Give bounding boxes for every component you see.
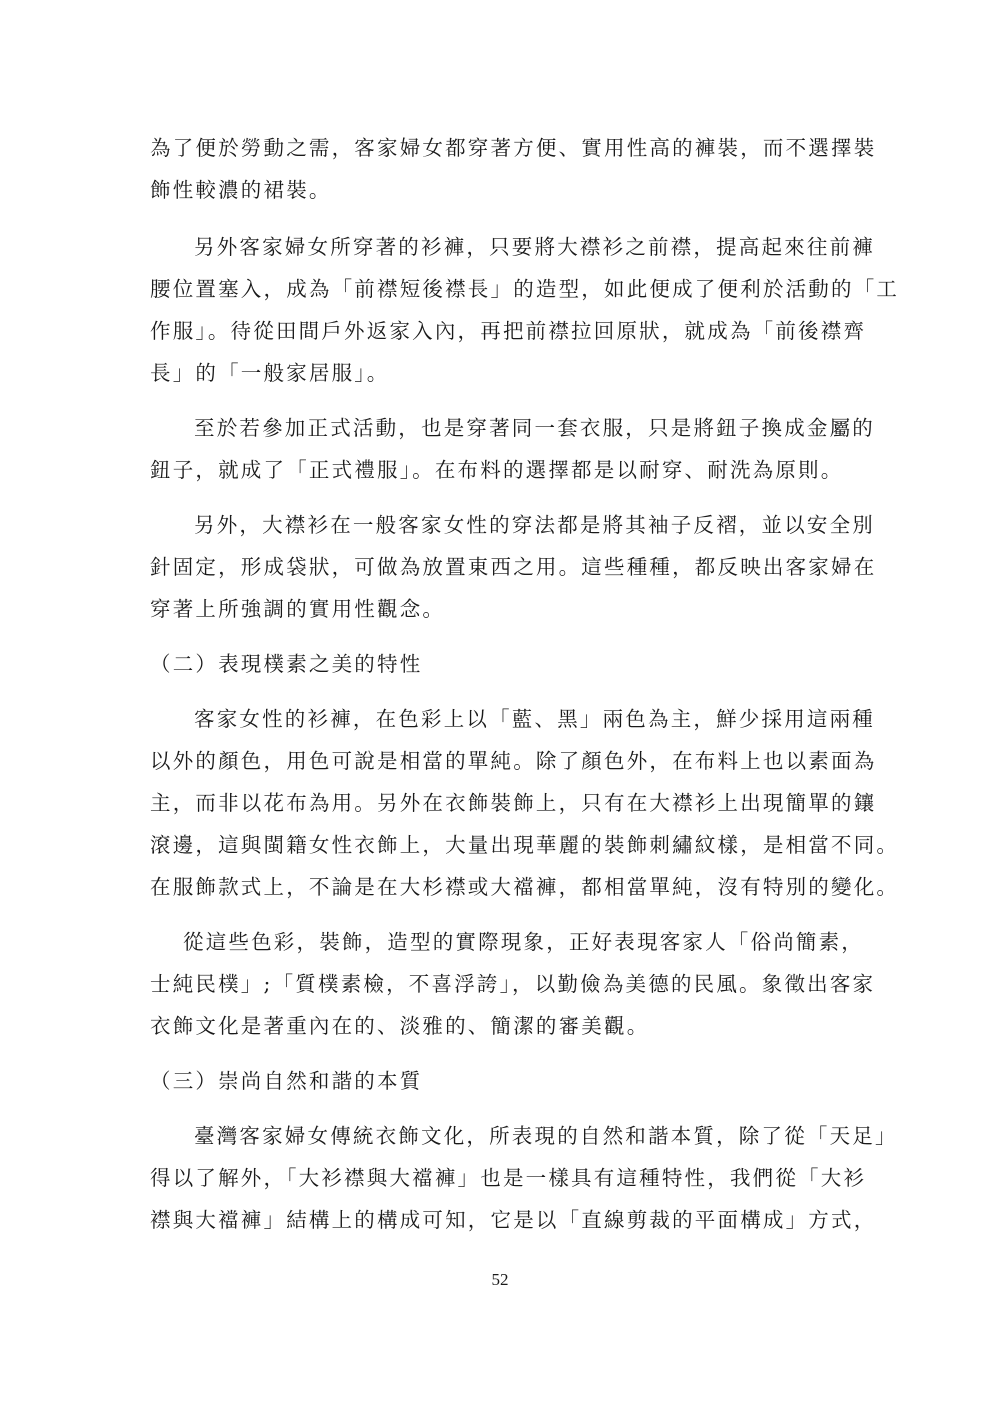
text-line: 為了便於勞動之需，客家婦女都穿著方便、實用性高的褲裝，而不選擇裝 bbox=[150, 136, 877, 160]
text-line: 臺灣客家婦女傳統衣飾文化，所表現的自然和諧本質，除了從「天足」 bbox=[194, 1124, 898, 1148]
section-heading: （三）崇尚自然和諧的本質 bbox=[150, 1069, 423, 1093]
text-line: 襟與大襠褲」結構上的構成可知，它是以「直線剪裁的平面構成」方式， bbox=[150, 1208, 877, 1232]
text-line: 針固定，形成袋狀，可做為放置東西之用。這些種種，都反映出客家婦在 bbox=[150, 555, 877, 579]
text-line: 另外，大襟衫在一般客家女性的穿法都是將其袖子反褶，並以安全別 bbox=[194, 513, 875, 537]
page-number: 52 bbox=[491, 1270, 509, 1289]
section-heading: （二）表現樸素之美的特性 bbox=[150, 652, 423, 676]
text-line: 作服」。待從田間戶外返家入內，再把前襟拉回原狀，就成為「前後襟齊 bbox=[150, 319, 867, 343]
text-line: 滾邊，這與閩籍女性衣飾上，大量出現華麗的裝飾刺繡紋樣，是相當不同。 bbox=[150, 833, 900, 857]
text-line: 士純民樸」;「質樸素檢，不喜浮誇」，以勤儉為美德的民風。象徵出客家 bbox=[150, 972, 876, 996]
text-line: 主，而非以花布為用。另外在衣飾裝飾上，只有在大襟衫上出現簡單的鑲 bbox=[150, 791, 877, 815]
text-line: 至於若參加正式活動，也是穿著同一套衣服，只是將鈕子換成金屬的 bbox=[194, 416, 875, 440]
text-line: 衣飾文化是著重內在的、淡雅的、簡潔的審美觀。 bbox=[150, 1014, 650, 1038]
text-line: 在服飾款式上，不論是在大杉襟或大襠褲，都相當單純，沒有特別的變化。 bbox=[150, 875, 900, 899]
text-line: 另外客家婦女所穿著的衫褲，只要將大襟衫之前襟，提高起來往前褲 bbox=[194, 235, 875, 259]
text-line: 以外的顏色，用色可說是相當的單純。除了顏色外，在布料上也以素面為 bbox=[150, 749, 877, 773]
text-line: 得以了解外，「大衫襟與大襠褲」也是一樣具有這種特性，我們從「大衫 bbox=[150, 1166, 867, 1190]
text-line: 長」的「一般家居服」。 bbox=[150, 361, 390, 385]
text-line: 客家女性的衫褲，在色彩上以「藍、黑」兩色為主，鮮少採用這兩種 bbox=[194, 707, 875, 731]
text-line: 腰位置塞入，成為「前襟短後襟長」的造型，如此便成了便利於活動的「工 bbox=[150, 277, 900, 301]
text-line: 飾性較濃的裙裝。 bbox=[150, 178, 332, 202]
text-line: 穿著上所強調的實用性觀念。 bbox=[150, 597, 446, 621]
text-line: 從這些色彩，裝飾，造型的實際現象，正好表現客家人「俗尚簡素， bbox=[183, 930, 864, 954]
text-line: 鈕子，就成了「正式禮服」。在布料的選擇都是以耐穿、耐洗為原則。 bbox=[150, 458, 844, 482]
